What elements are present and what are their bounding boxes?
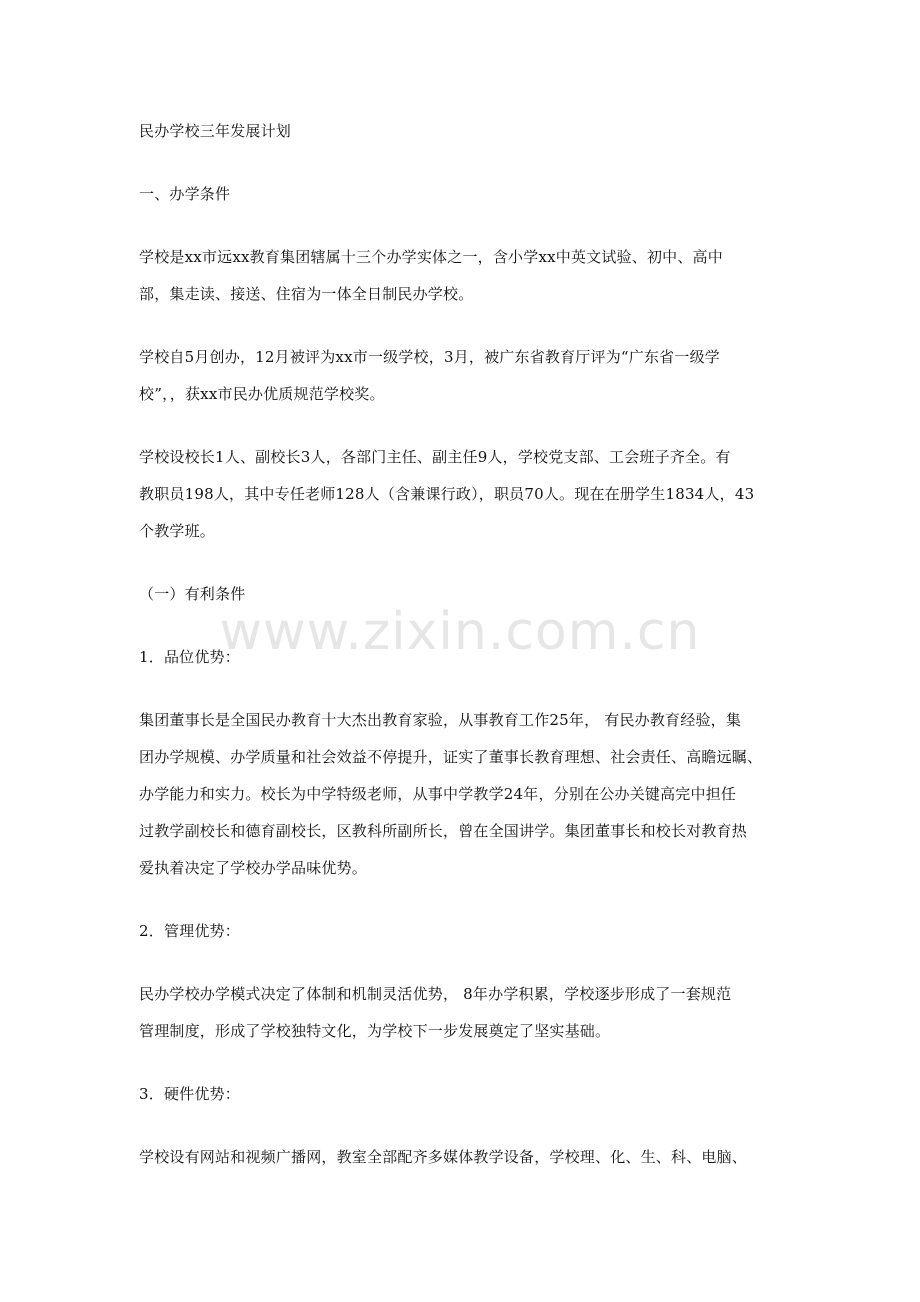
paragraph-line: 学校设有网站和视频广播网，教室全部配齐多媒体教学设备，学校理、化、生、科、电脑、 [139,1148,748,1166]
paragraph-line: 部，集走读、接送、住宿为一体全日制民办学校。 [139,285,474,303]
paragraph-line: 集团董事长是全国民办教育十大杰出教育家验，从事教育工作25年， 有民办教育经验，集 [139,711,742,729]
section-heading: 一、办学条件 [139,185,231,203]
paragraph-line: 学校是xx市远xx教育集团辖属十三个办学实体之一，含小学xx中英文试验、初中、高中 [139,248,723,266]
item-heading: 3．硬件优势： [139,1085,240,1103]
watermark: www.zixin.com.cn [219,602,701,662]
subsection-heading: （一）有利条件 [139,585,246,603]
paragraph-line: 民办学校办学模式决定了体制和机制灵活优势， 8年办学积累，学校逐步形成了一套规范 [139,985,732,1003]
paragraph-line: 团办学规模、办学质量和社会效益不停提升，证实了董事长教育理想、社会责任、高瞻远瞩、 [139,748,763,766]
paragraph-line: 学校设校长1人、副校长3人，各部门主任、副主任9人，学校党支部、工会班子齐全。有 [139,448,731,466]
document-title: 民办学校三年发展计划 [139,122,292,140]
paragraph-line: 校”，，获xx市民办优质规范学校奖。 [139,385,385,403]
paragraph-line: 过教学副校长和德育副校长，区教科所副所长，曾在全国讲学。集团董事长和校长对教育热 [139,822,748,840]
item-heading: 1．品位优势： [139,648,240,666]
item-heading: 2．管理优势： [139,922,240,940]
paragraph-line: 教职员198人，其中专任老师128人（含兼课行政），职员70人。现在在册学生1834人，43 [139,485,755,503]
paragraph-line: 办学能力和实力。校长为中学特级老师，从事中学教学24年，分别在公办关键高完中担任 [139,785,737,803]
paragraph-line: 管理制度，形成了学校独特文化，为学校下一步发展奠定了坚实基础。 [139,1022,611,1040]
paragraph-line: 爱执着决定了学校办学品味优势。 [139,859,368,877]
paragraph-line: 学校自5月创办，12月被评为xx市一级学校，3月，被广东省教育厅评为“广东省一级学 [139,348,720,366]
paragraph-line: 个教学班。 [139,522,216,540]
